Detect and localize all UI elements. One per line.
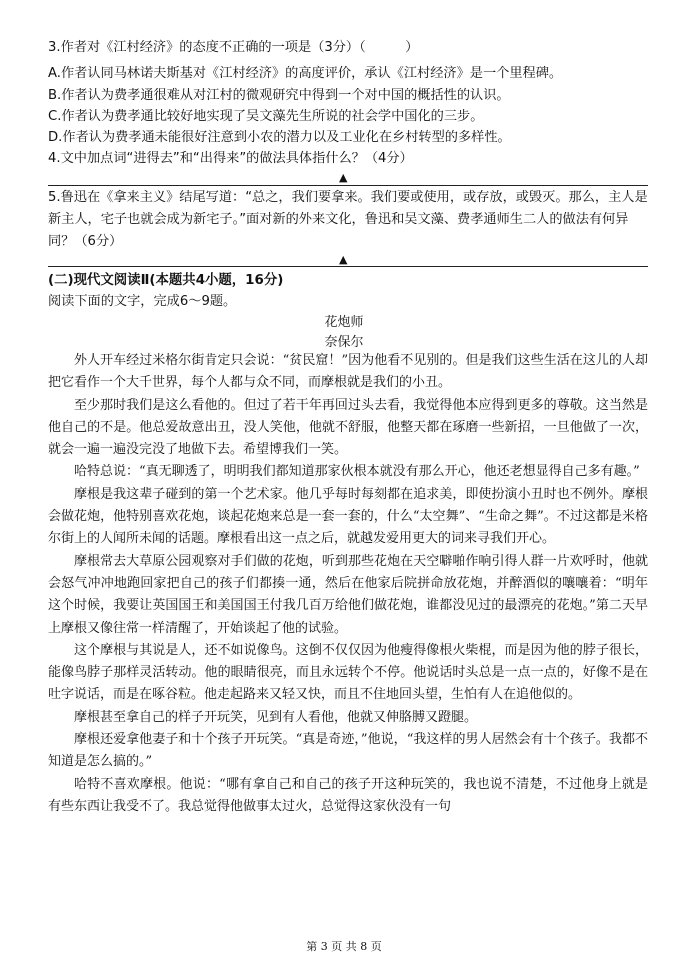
answer-line (48, 266, 648, 267)
question-3-stem: 3.作者对《江村经济》的态度不正确的一项是（3分）（ ） (48, 40, 419, 55)
story-paragraph: 哈特不喜欢摩根。他说：“哪有拿自己和自己的孩子开这种玩笑的，我也说不清楚，不过他身上就是有些东西让我受不了。我总觉得他做事太过火，总觉得这家伙没有一句 (48, 776, 648, 814)
story-paragraph: 摩根是我这辈子碰到的第一个艺术家。他几乎每时每刻都在追求美，即使扮演小丑时也不例外。摩根会做花炮，他特别喜欢花炮，谈起花炮来总是一套一套的，什么“太空舞”、“生命之舞”。不过这都是米格尔街上的人闻所未闻的话题。摩根看出这一点之后，就越发爱用更大的词来寻我们开心。 (48, 486, 648, 547)
question-3-option-d: D.作者认为费孝通未能很好注意到小农的潜力以及工业化在乡村转型的多样性。 (48, 130, 511, 145)
question-3-option-b: B.作者认为费孝通很难从对江村的微观研究中得到一个对中国的概括性的认识。 (48, 88, 510, 103)
story-body (48, 350, 648, 818)
answer-marker: ▲ (339, 171, 348, 184)
story-paragraph: 至少那时我们是这么看他的。但过了若干年再回过头去看，我觉得他本应得到更多的尊敬。这当然是他自己的不是。他总爱故意出丑，没人笑他，他就不舒服，他整天都在琢磨一些新招，一旦他做了一次，就会一遍一遍没完没了地做下去。希望博我们一笑。 (48, 397, 648, 458)
answer-line (48, 185, 648, 186)
section-heading: (二)现代文阅读Ⅱ(本题共4小题，16分) (48, 273, 284, 288)
question-4: 4.文中加点词“进得去”和“出得来”的做法具体指什么？（4分） (48, 151, 413, 166)
story-paragraph: 这个摩根与其说是人，还不如说像鸟。这倒不仅仅因为他瘦得像根火柴棍，而是因为他的脖子很长，能像鸟脖子那样灵活转动。他的眼睛很亮，而且永远转个不停。他说话时头总是一点一点的，好像不是在吐字说话，而是在啄谷粒。他走起路来又轻又快，而且不住地回头望，生怕有人在追他似的。 (48, 642, 648, 703)
question-3-option-a: A.作者认同马林诺夫斯基对《江村经济》的高度评价，承认《江村经济》是一个里程碑。 (48, 66, 563, 81)
section-instruction: 阅读下面的文字，完成6～9题。 (48, 294, 237, 309)
story-paragraph: 哈特总说：“真无聊透了，明明我们都知道那家伙根本就没有那么开心，他还老想显得自己多有趣。” (74, 464, 640, 480)
question-3-option-c: C.作者认为费孝通比较好地实现了吴文藻先生所说的社会学中国化的三步。 (48, 109, 484, 124)
story-author: 奈保尔 (324, 335, 364, 350)
story-paragraph: 摩根还爱拿他妻子和十个孩子开玩笑。“真是奇迹，”他说，“我这样的男人居然会有十个孩子。我都不知道是怎么搞的。” (48, 732, 648, 770)
story-paragraph: 摩根常去大草原公园观察对手们做的花炮，听到那些花炮在天空噼啪作响引得人群一片欢呼时，他就会怒气冲冲地跑回家把自己的孩子们都揍一通，然后在他家后院拼命放花炮，并醉酒似的嚷嚷着：“明年这个时候，我要让英国国王和美国国王付我几百万给他们做花炮，谁都没见过的最漂亮的花炮。”第二天早上摩根又像往常一样清醒了，开始谈起了他的试验。 (48, 553, 648, 636)
page-footer: 第 3 页 共 8 页 (306, 940, 382, 953)
story-title: 花炮师 (324, 315, 364, 330)
story-paragraph: 摩根甚至拿自己的样子开玩笑，见到有人看他，他就又伸胳膊又蹬腿。 (74, 709, 478, 725)
story-paragraph: 外人开车经过米格尔街肯定只会说：“贫民窟！”因为他看不见别的。但是我们这些生活在这儿的人却把它看作一个大千世界，每个人都与众不同，而摩根就是我们的小丑。 (48, 353, 648, 391)
question-5: 5.鲁迅在《拿来主义》结尾写道：“总之，我们要拿来。我们要或使用，或存放，或毁灭。那么，主人是新主人，宅子也就会成为新宅子。”面对新的外来文化，鲁迅和吴文藻、费孝通师生二人的做法有何异同？（6分） (48, 190, 648, 249)
answer-marker: ▲ (339, 253, 348, 266)
